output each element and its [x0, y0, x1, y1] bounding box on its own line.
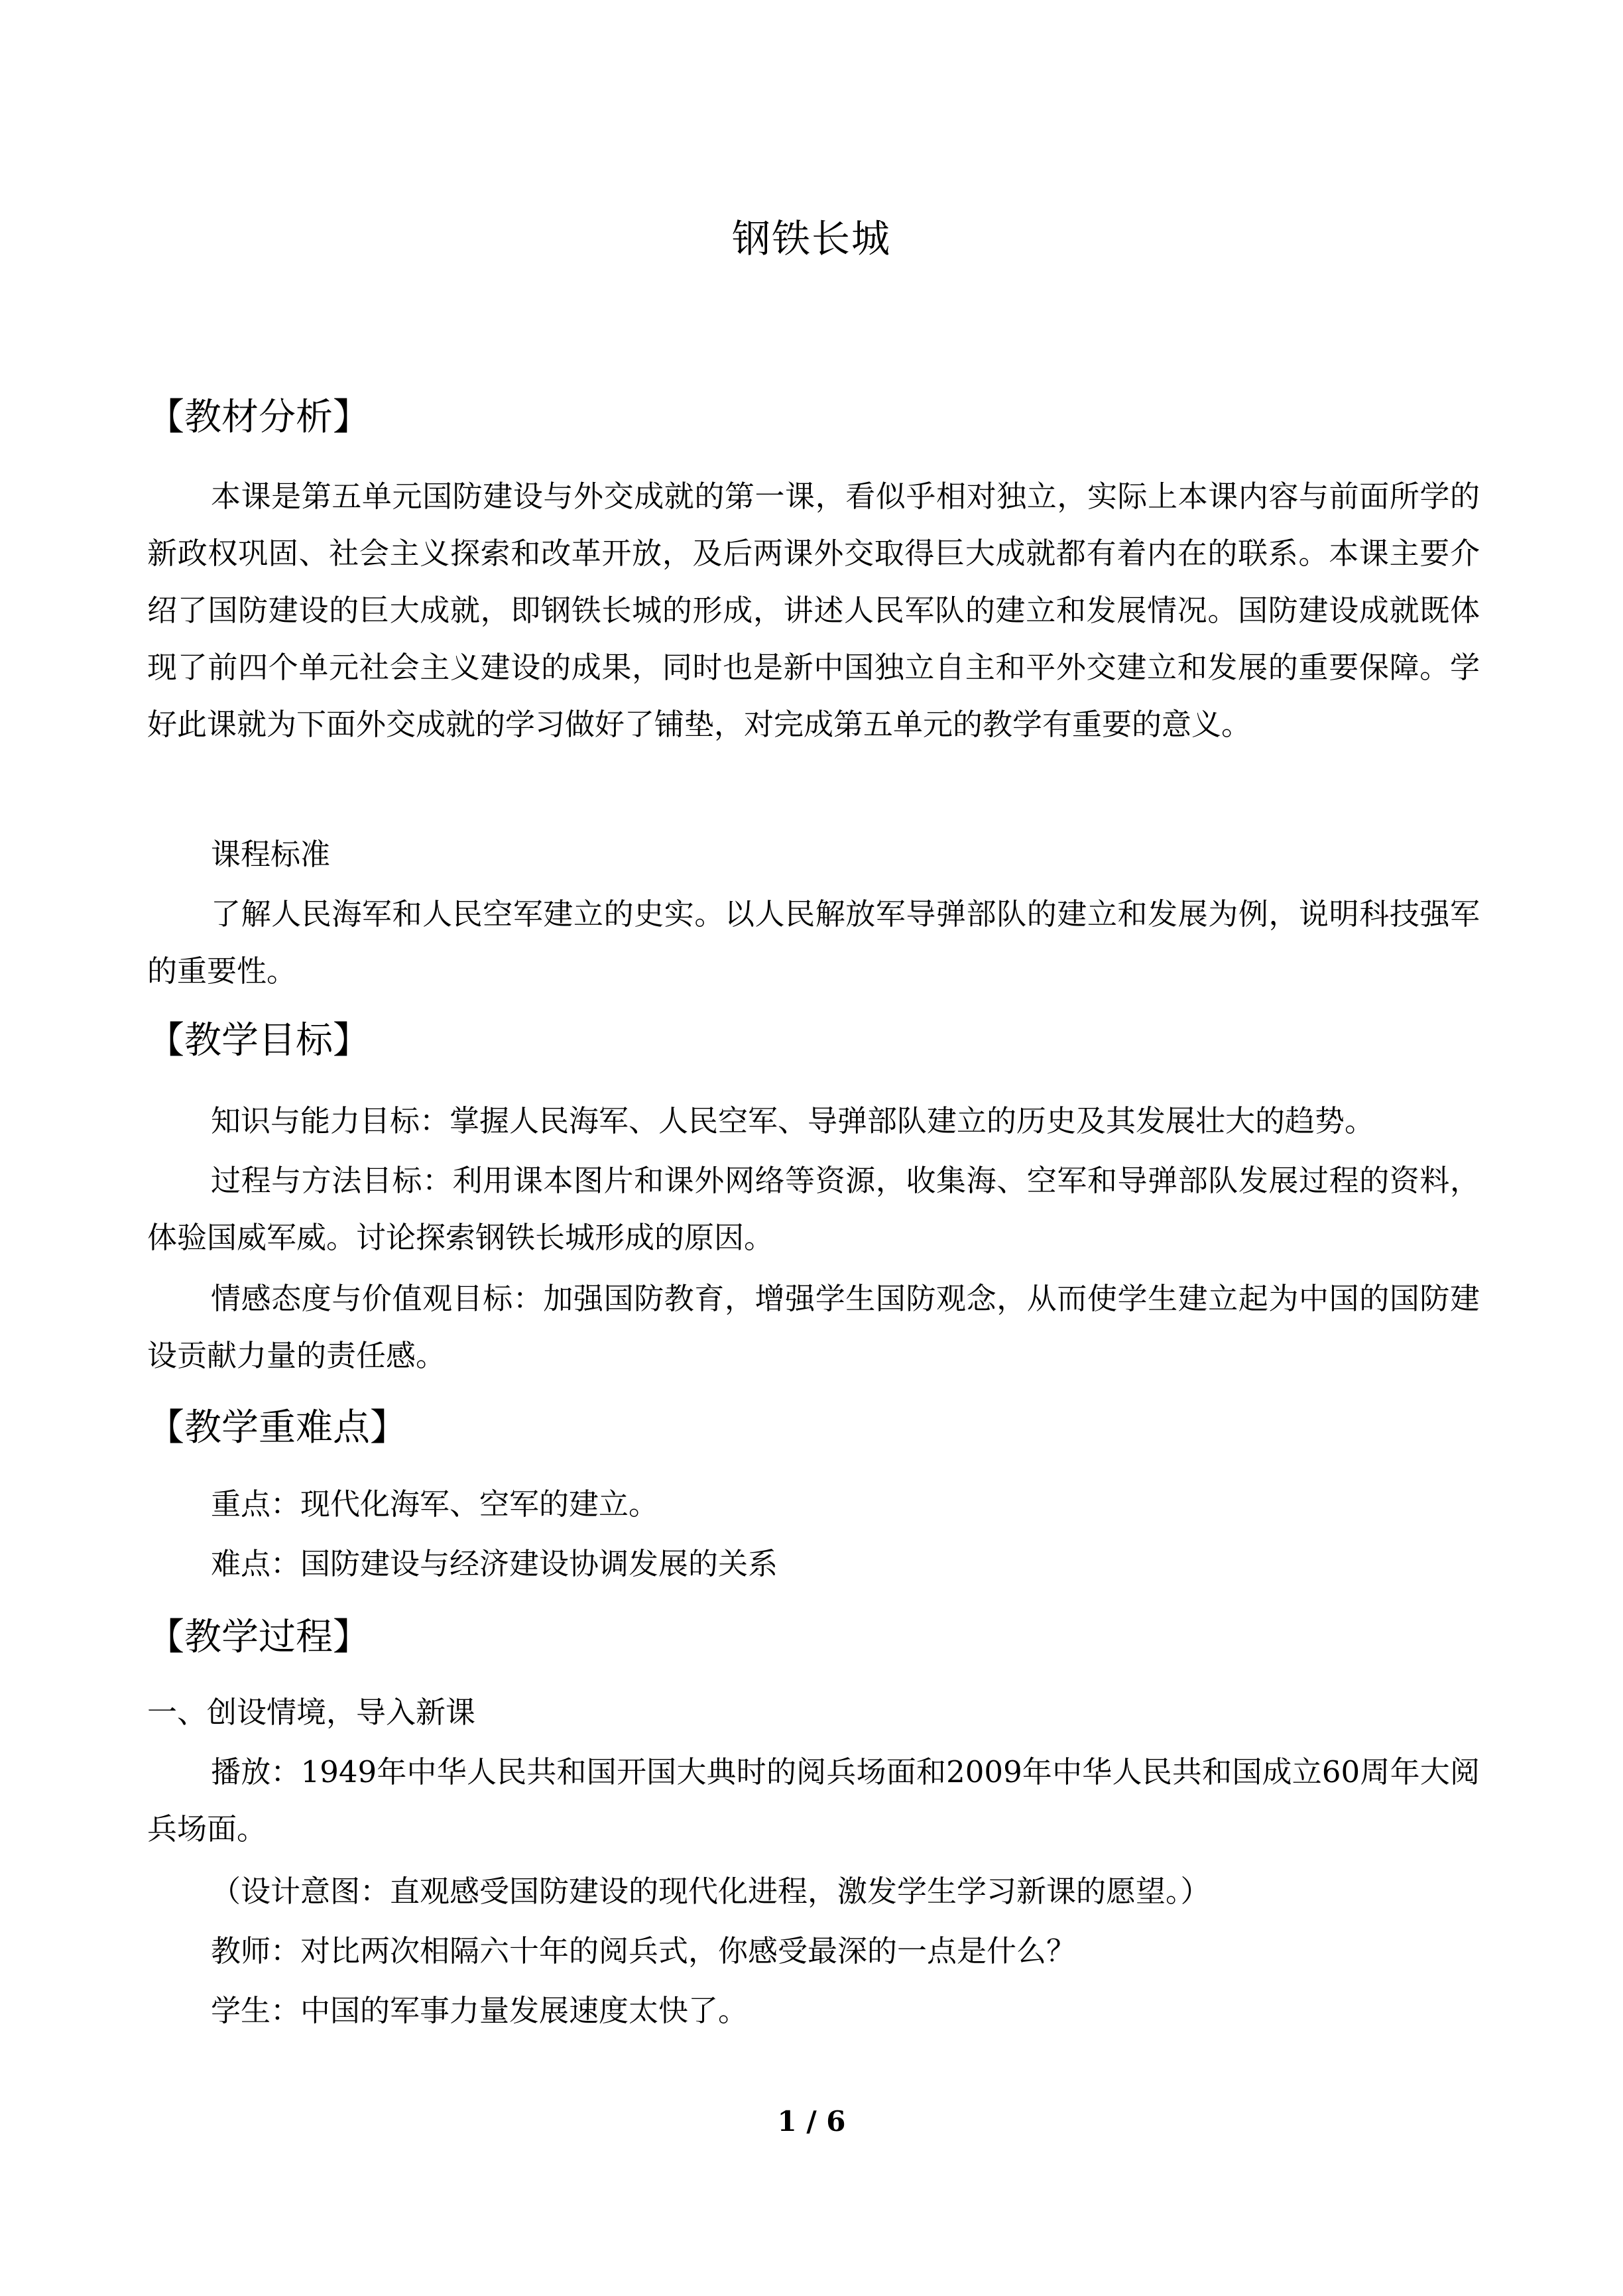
page-number: 1 / 6: [777, 2105, 846, 2138]
objective-emotion: 情感态度与价值观目标：加强国防教育，增强学生国防观念，从而使学生建立起为中国的国防建设贡献力量的责任感。: [147, 1281, 1480, 1373]
step1-title: 一、创设情境，导入新课: [147, 1695, 476, 1730]
play-description: 播放：1949年中华人民共和国开国大典时的阅兵场面和2009年中华人民共和国成立60周年大阅兵场面。: [147, 1754, 1480, 1846]
difficult-point: 难点：国防建设与经济建设协调发展的关系: [211, 1546, 778, 1581]
document-title: 钢铁长城: [731, 216, 891, 261]
section-heading-key-points: 【教学重难点】: [147, 1406, 407, 1449]
objective-knowledge: 知识与能力目标：掌握人民海军、人民空军、导弹部队建立的历史及其发展壮大的趋势。: [211, 1103, 1375, 1138]
section-heading-analysis: 【教材分析】: [147, 396, 370, 439]
section-heading-process: 【教学过程】: [147, 1616, 370, 1659]
curriculum-standard-label: 课程标准: [211, 837, 331, 872]
section-heading-objectives: 【教学目标】: [147, 1019, 370, 1062]
curriculum-standard-text: 了解人民海军和人民空军建立的史实。以人民解放军导弹部队的建立和发展为例，说明科技强军的重要性。: [147, 896, 1480, 989]
teacher-question: 教师：对比两次相隔六十年的阅兵式，你感受最深的一点是什么？: [211, 1933, 1077, 1968]
analysis-paragraph: 本课是第五单元国防建设与外交成就的第一课，看似乎相对独立，实际上本课内容与前面所学的新政权巩固、社会主义探索和改革开放，及后两课外交取得巨大成就都有着内在的联系。本课主要介绍了国防建设的巨大成就，即钢铁长城的形成，讲述人民军队的建立和发展情况。国防建设成就既体现了前四个单元社会主义建设的成果，同时也是新中国独立自主和平外交建立和发展的重要保障。学好此课就为下面外交成就的学习做好了铺垫，对完成第五单元的教学有重要的意义。: [147, 479, 1480, 742]
student-answer: 学生：中国的军事力量发展速度太快了。: [211, 1993, 749, 2028]
objective-process: 过程与方法目标：利用课本图片和课外网络等资源，收集海、空军和导弹部队发展过程的资料，体验国威军威。讨论探索钢铁长城形成的原因。: [147, 1163, 1480, 1255]
design-intent: （设计意图：直观感受国防建设的现代化进程，激发学生学习新课的愿望。）: [211, 1874, 1211, 1909]
key-point: 重点：现代化海军、空军的建立。: [211, 1486, 659, 1522]
